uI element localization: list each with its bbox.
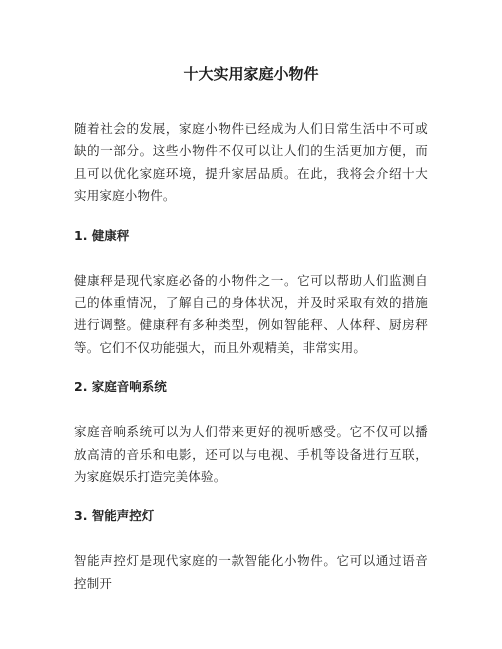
document-title: 十大实用家庭小物件 xyxy=(183,65,319,83)
section-body-1: 健康秤是现代家庭必备的小物件之一。它可以帮助人们监测自己的体重情况，了解自己的身体状况，并及时采取有效的措施进行调整。健康秤有多种类型，例如智能秤、人体秤、厨房秤等。它们不仅功能强大，而且外观精美，非常实用。 xyxy=(74,272,428,355)
intro-paragraph: 随着社会的发展，家庭小物件已经成为人们日常生活中不可或缺的一部分。这些小物件不仅可以让人们的生活更加方便，而且可以优化家庭环境，提升家居品质。在此，我将会介绍十大实用家庭小物件。 xyxy=(74,121,428,204)
section-body-3: 智能声控灯是现代家庭的一款智能化小物件。它可以通过语音控制开 xyxy=(74,553,428,591)
section-heading-2: 2. 家庭音响系统 xyxy=(74,379,167,395)
section-body-2: 家庭音响系统可以为人们带来更好的视听感受。它不仅可以播放高清的音乐和电影，还可以与电视、手机等设备进行互联，为家庭娱乐打造完美体验。 xyxy=(74,424,428,485)
section-heading-3: 3. 智能声控灯 xyxy=(74,508,155,524)
section-heading-1: 1. 健康秤 xyxy=(74,227,130,243)
